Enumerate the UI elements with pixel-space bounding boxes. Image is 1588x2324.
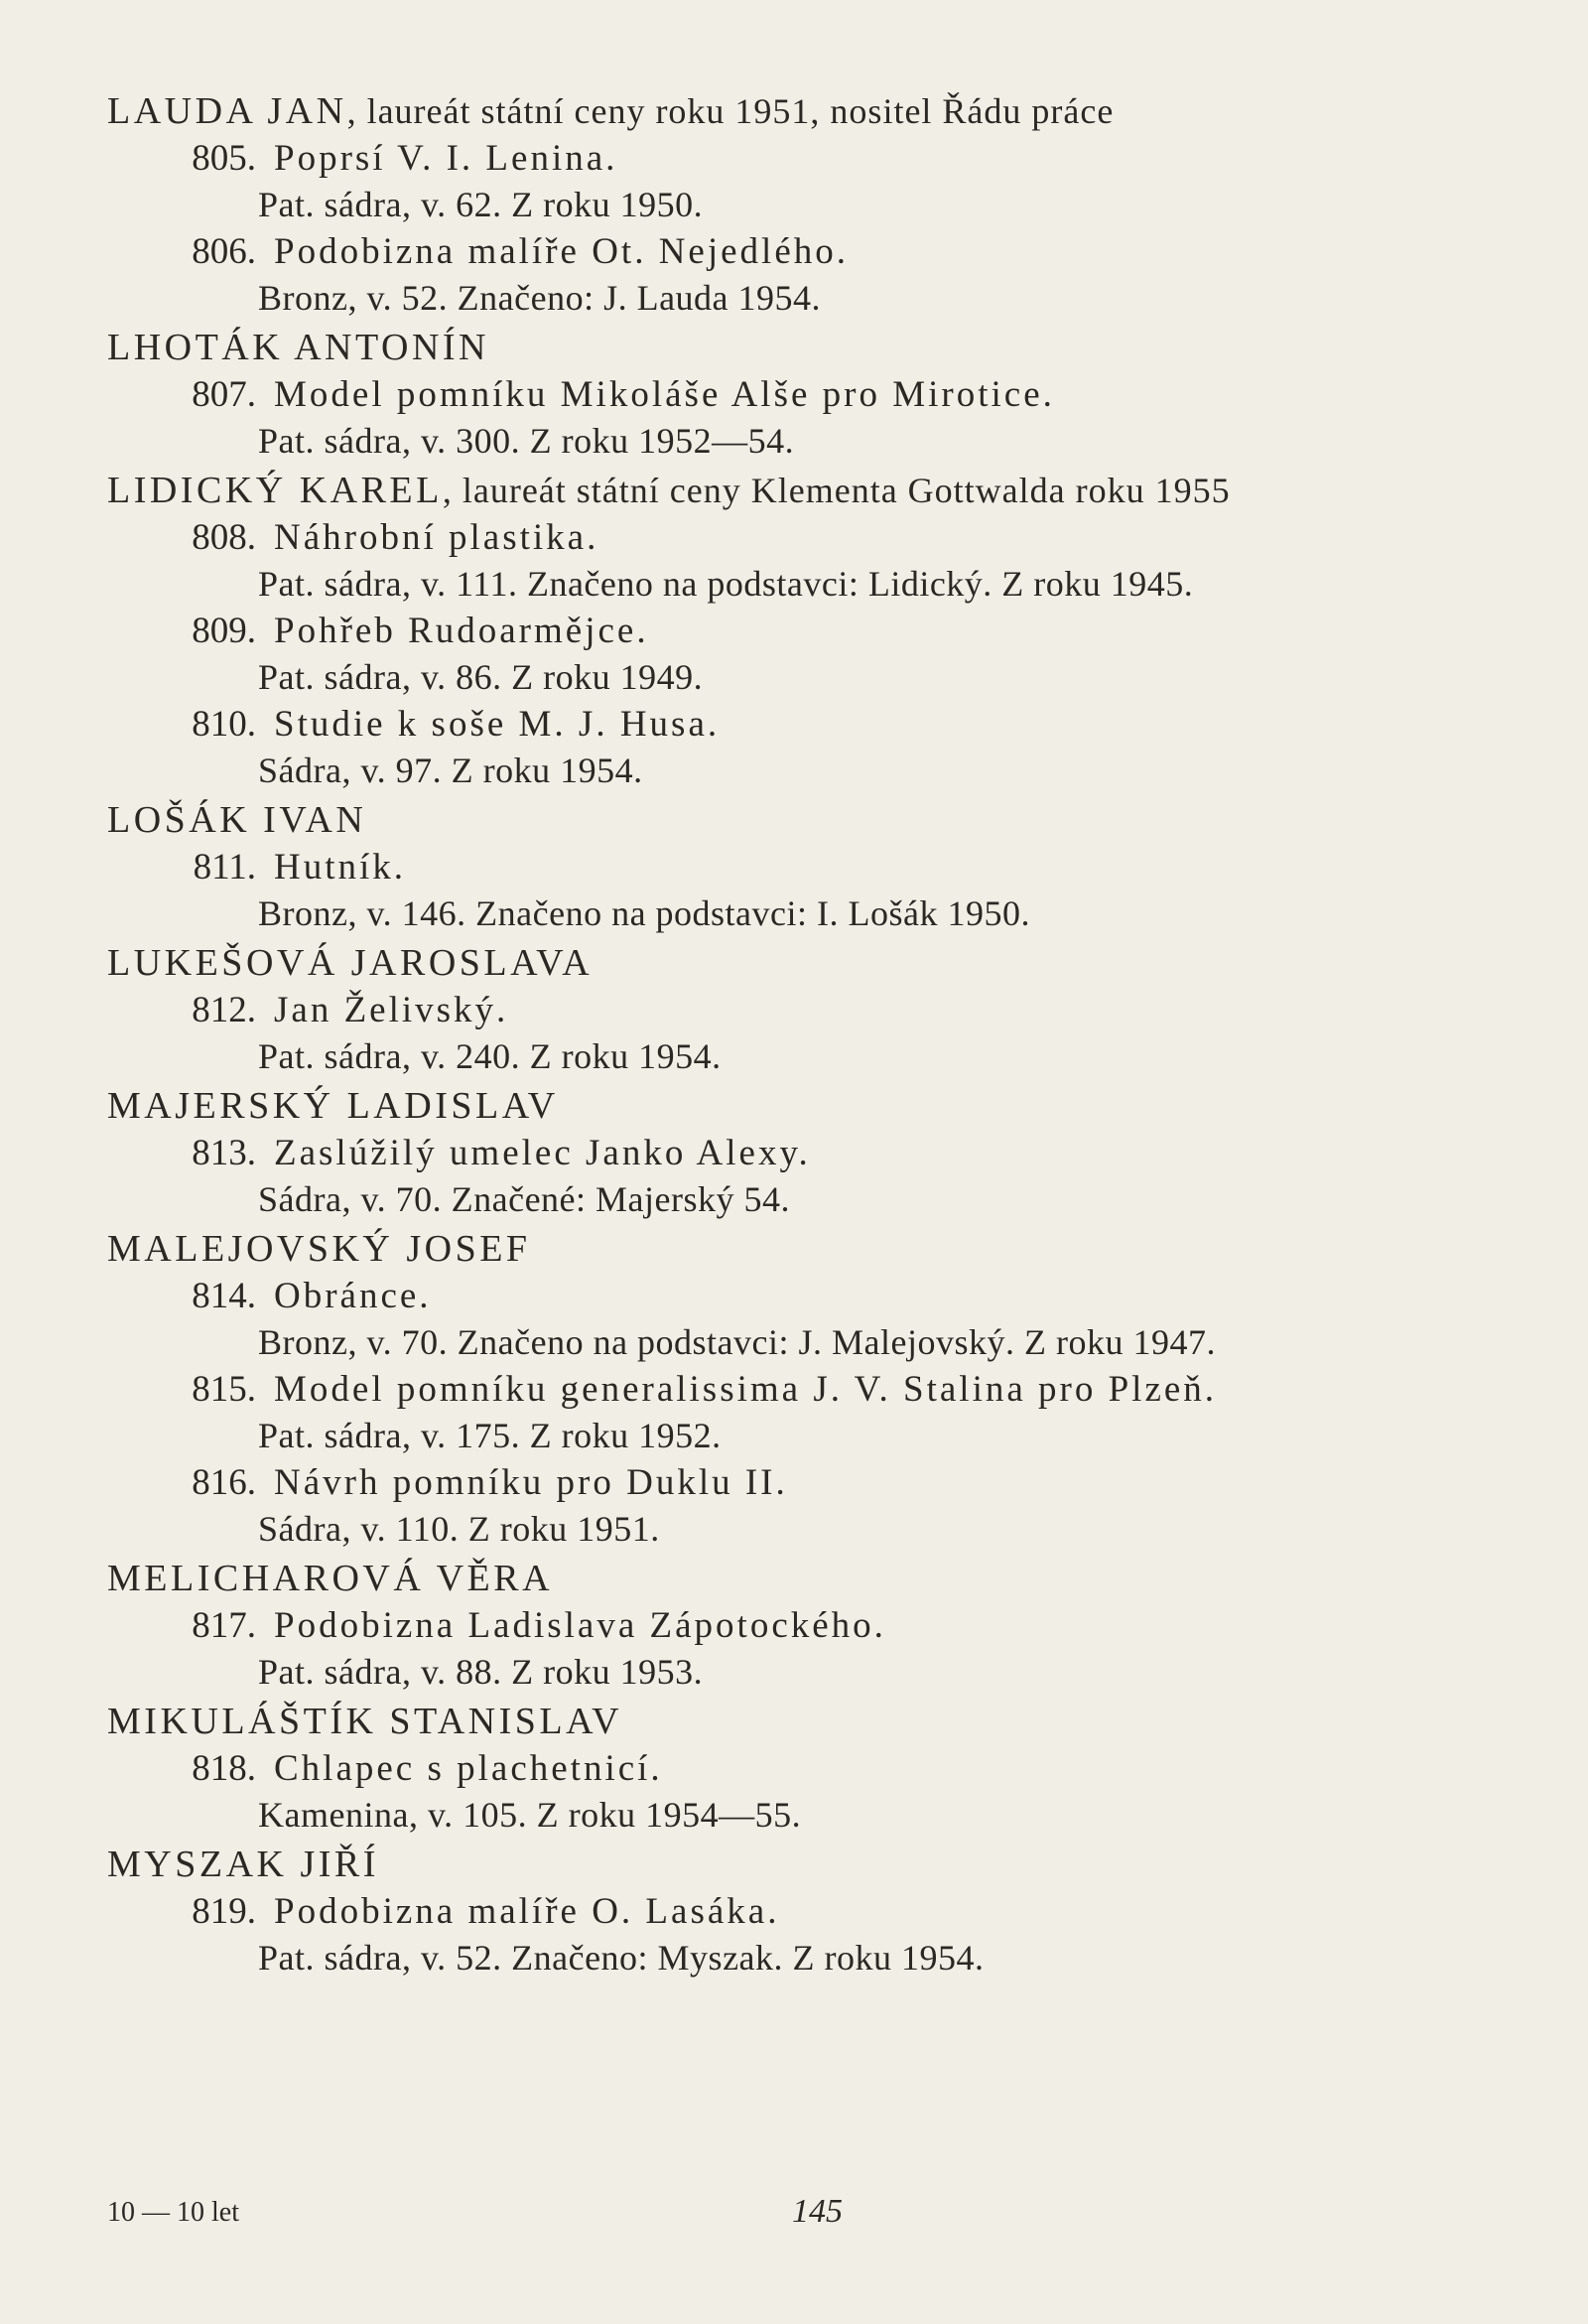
work-title: Obránce. (274, 1276, 432, 1316)
work-item (107, 1130, 1556, 1223)
work-item (107, 987, 1556, 1080)
work-number: 812. (192, 990, 256, 1030)
work-item (107, 608, 1556, 701)
artist-heading (107, 1225, 1556, 1273)
work-title: Jan Želivský. (274, 990, 509, 1030)
work-number: 819. (192, 1891, 256, 1932)
work-number: 808. (192, 517, 256, 558)
work-item (107, 1602, 1556, 1696)
artist-name: LIDICKÝ KAREL (107, 470, 443, 511)
artist-name: LAUDA JAN (107, 90, 347, 132)
artist-heading (107, 324, 1556, 371)
page-footer (107, 2193, 1556, 2237)
artist-name: MAJERSKÝ LADISLAV (107, 1085, 559, 1127)
artist-heading (107, 1082, 1556, 1130)
artist-name: MYSZAK JIŘÍ (107, 1844, 379, 1885)
artist-heading (107, 796, 1556, 844)
work-title: Podobizna malíře Ot. Nejedlého. (274, 231, 850, 272)
work-title: Návrh pomníku pro Duklu II. (274, 1462, 788, 1503)
work-title: Chlapec s plachetnicí. (274, 1748, 663, 1789)
work-title: Model pomníku Mikoláše Alše pro Mirotice. (274, 374, 1055, 415)
page-number: 145 (792, 2193, 843, 2230)
work-item (107, 701, 1556, 794)
work-number: 817. (192, 1605, 256, 1646)
work-details: Bronz, v. 52. Značeno: J. Lauda 1954. (258, 278, 822, 318)
work-details: Pat. sádra, v. 240. Z roku 1954. (258, 1036, 722, 1076)
work-details: Pat. sádra, v. 52. Značeno: Myszak. Z roku 1954. (258, 1938, 985, 1978)
work-title: Podobizna Ladislava Zápotockého. (274, 1605, 886, 1646)
artist-entry (107, 87, 1556, 322)
work-details: Pat. sádra, v. 88. Z roku 1953. (258, 1652, 704, 1692)
artist-heading (107, 87, 1556, 135)
work-item (107, 228, 1556, 322)
artist-name: MIKULÁŠTÍK STANISLAV (107, 1701, 623, 1742)
artist-entry (107, 467, 1556, 794)
artist-name: LUKEŠOVÁ JAROSLAVA (107, 942, 594, 984)
work-number: 816. (192, 1462, 256, 1503)
work-number: 815. (192, 1369, 256, 1410)
work-details: Kamenina, v. 105. Z roku 1954—55. (258, 1795, 802, 1835)
artist-heading (107, 1841, 1556, 1888)
work-title: Poprsí V. I. Lenina. (274, 138, 618, 179)
work-details: Bronz, v. 146. Značeno na podstavci: I. Lošák 1950. (258, 893, 1030, 933)
artist-entry (107, 939, 1556, 1080)
work-details: Pat. sádra, v. 175. Z roku 1952. (258, 1416, 722, 1455)
work-item (107, 135, 1556, 228)
work-number: 814. (192, 1276, 256, 1316)
artist-entry (107, 324, 1556, 465)
artist-heading (107, 1698, 1556, 1745)
work-number: 806. (192, 231, 256, 272)
work-details: Pat. sádra, v. 62. Z roku 1950. (258, 185, 704, 224)
work-item (107, 1459, 1556, 1553)
work-item (107, 371, 1556, 465)
work-details: Pat. sádra, v. 300. Z roku 1952—54. (258, 421, 795, 461)
work-item (107, 844, 1556, 937)
work-title: Studie k soše M. J. Husa. (274, 704, 721, 745)
artist-name: LHOTÁK ANTONÍN (107, 327, 489, 368)
work-title: Model pomníku generalissima J. V. Stalina pro Plzeň. (274, 1369, 1218, 1410)
artist-entry (107, 1082, 1556, 1223)
printer-signature: 10 — 10 let (107, 2197, 239, 2228)
work-item (107, 1888, 1556, 1982)
work-title: Pohřeb Rudoarmějce. (274, 611, 649, 651)
artist-honor: , laureát státní ceny roku 1951, nositel Řádu práce (346, 91, 1115, 131)
work-number: 813. (192, 1133, 256, 1173)
work-item (107, 1745, 1556, 1839)
work-number: 805. (192, 138, 256, 179)
artist-entry (107, 1698, 1556, 1839)
artist-entry (107, 796, 1556, 937)
artist-entry (107, 1555, 1556, 1696)
work-details: Pat. sádra, v. 111. Značeno na podstavci: Lidický. Z roku 1945. (258, 564, 1194, 604)
work-title: Náhrobní plastika. (274, 517, 599, 558)
artist-name: MELICHAROVÁ VĚRA (107, 1558, 554, 1599)
work-details: Sádra, v. 97. Z roku 1954. (258, 751, 643, 790)
artist-name: LOŠÁK IVAN (107, 799, 367, 841)
artist-entry (107, 1841, 1556, 1982)
artist-heading (107, 1555, 1556, 1602)
work-number: 818. (192, 1748, 256, 1789)
work-title: Zaslúžilý umelec Janko Alexy. (274, 1133, 811, 1173)
artist-honor: , laureát státní ceny Klementa Gottwalda roku 1955 (442, 471, 1231, 510)
work-number: 809. (192, 611, 256, 651)
work-item (107, 1273, 1556, 1366)
artist-heading (107, 939, 1556, 987)
artist-heading (107, 467, 1556, 514)
work-item (107, 1366, 1556, 1459)
work-details: Sádra, v. 110. Z roku 1951. (258, 1509, 660, 1549)
work-details: Sádra, v. 70. Značené: Majerský 54. (258, 1179, 791, 1219)
artist-name: MALEJOVSKÝ JOSEF (107, 1228, 531, 1270)
catalog-list (107, 87, 1556, 1983)
work-title: Hutník. (274, 847, 407, 888)
artist-entry (107, 1225, 1556, 1553)
work-item (107, 514, 1556, 608)
work-number: 811. (193, 847, 256, 888)
work-title: Podobizna malíře O. Lasáka. (274, 1891, 780, 1932)
work-details: Pat. sádra, v. 86. Z roku 1949. (258, 657, 704, 697)
work-number: 810. (192, 704, 256, 745)
work-details: Bronz, v. 70. Značeno na podstavci: J. Malejovský. Z roku 1947. (258, 1322, 1216, 1362)
work-number: 807. (192, 374, 256, 415)
